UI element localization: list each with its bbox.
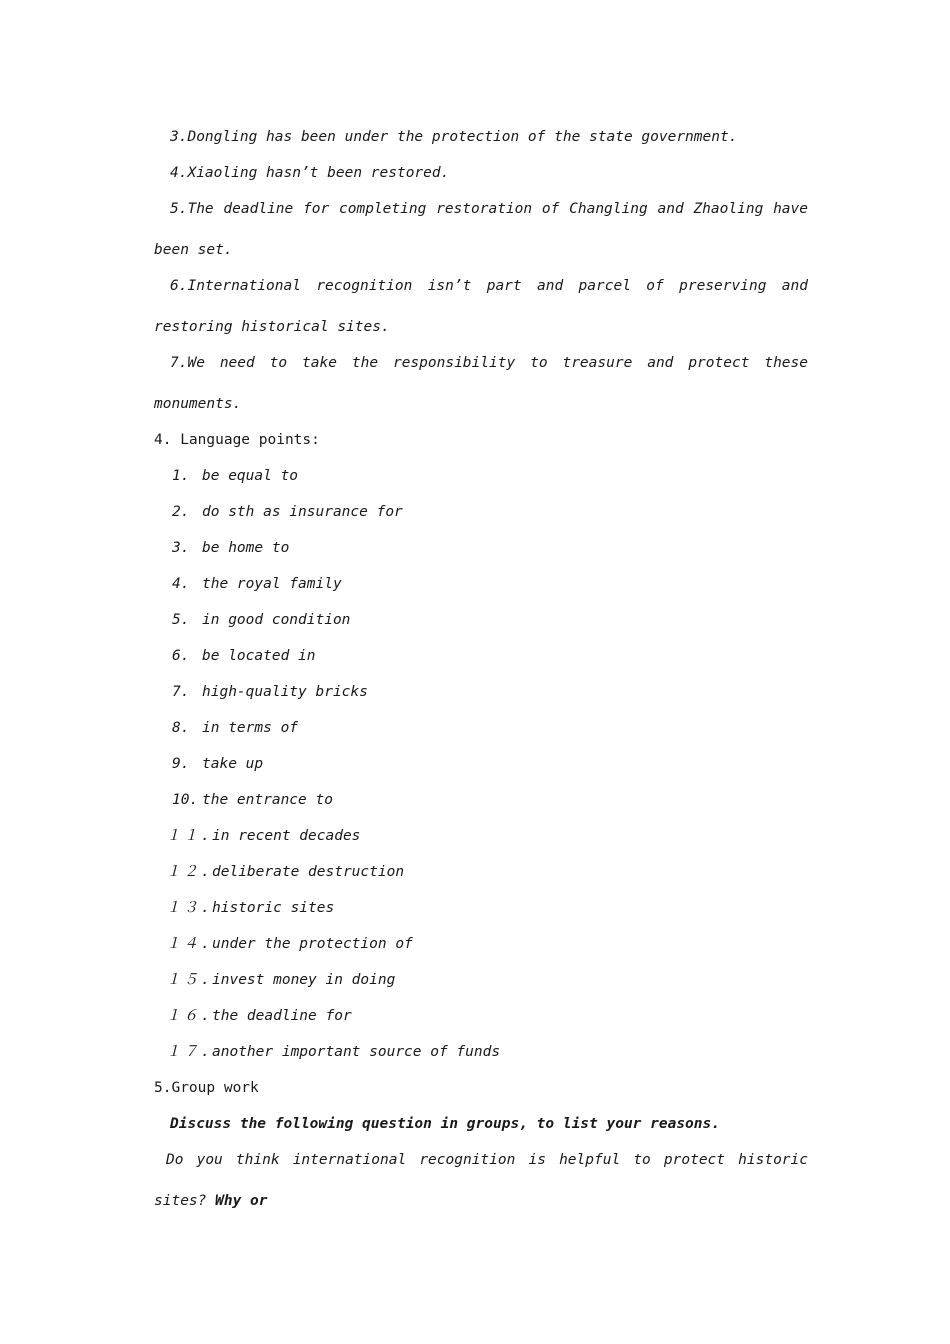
list-item-text: be home to bbox=[202, 540, 290, 556]
statement-7: 7.We need to take the responsibility to treasure and protect these bbox=[170, 355, 808, 371]
list-item-text: in good condition bbox=[202, 612, 351, 628]
statement-7-cont: monuments. bbox=[154, 396, 242, 412]
statement-6: 6.International recognition isn’t part and parcel of preserving and bbox=[170, 278, 808, 294]
list-item-number: 3. bbox=[172, 540, 190, 556]
list-item-text: do sth as insurance for bbox=[202, 504, 403, 520]
list-item-text: the royal family bbox=[202, 576, 342, 592]
list-item-number: １６. bbox=[166, 1008, 213, 1024]
list-item-number: １１. bbox=[166, 828, 213, 844]
list-item-number: 8. bbox=[172, 720, 190, 736]
list-item-text: in recent decades bbox=[212, 828, 361, 844]
list-item-text: be equal to bbox=[202, 468, 299, 484]
list-item bbox=[172, 682, 826, 702]
list-item-number: 7. bbox=[172, 684, 190, 700]
list-item bbox=[172, 574, 826, 594]
discussion-question: Do you think international recognition is helpful to protect historic bbox=[166, 1152, 808, 1168]
group-work-heading: 5.Group work bbox=[154, 1080, 259, 1096]
list-item bbox=[172, 790, 826, 810]
list-item bbox=[172, 538, 826, 558]
list-item-number: 4. bbox=[172, 576, 190, 592]
list-item bbox=[166, 970, 820, 990]
list-item-number: 5. bbox=[172, 612, 190, 628]
statement-6-cont: restoring historical sites. bbox=[154, 319, 390, 335]
list-item-number: １４. bbox=[166, 936, 213, 952]
list-item-text: the entrance to bbox=[202, 792, 333, 808]
list-item-text: the deadline for bbox=[212, 1008, 352, 1024]
group-work-instruction: Discuss the following question in groups, to list your reasons. bbox=[170, 1116, 720, 1132]
list-item bbox=[172, 466, 826, 486]
list-item bbox=[172, 718, 826, 738]
list-item bbox=[166, 1006, 820, 1026]
list-item-number: １７. bbox=[166, 1044, 213, 1060]
list-item-text: under the protection of bbox=[212, 936, 413, 952]
list-item-number: 9. bbox=[172, 756, 190, 772]
list-item-number: １５. bbox=[166, 972, 213, 988]
list-item bbox=[172, 754, 826, 774]
list-item-text: deliberate destruction bbox=[212, 864, 405, 880]
list-item bbox=[166, 862, 820, 882]
discussion-question-cont bbox=[154, 1191, 808, 1211]
list-item-text: historic sites bbox=[212, 900, 335, 916]
list-item bbox=[166, 826, 820, 846]
list-item-text: high-quality bricks bbox=[202, 684, 368, 700]
list-item-text: in terms of bbox=[202, 720, 299, 736]
list-item bbox=[172, 646, 826, 666]
list-item bbox=[166, 934, 820, 954]
list-item-number: 1. bbox=[172, 468, 190, 484]
statement-5: 5.The deadline for completing restoration of Changling and Zhaoling have bbox=[170, 201, 808, 217]
list-item-number: 10. bbox=[172, 792, 199, 808]
list-item bbox=[172, 502, 826, 522]
question-part: sites? bbox=[154, 1193, 216, 1209]
statement-4: 4.Xiaoling hasn’t been restored. bbox=[170, 165, 450, 181]
list-item-text: invest money in doing bbox=[212, 972, 396, 988]
list-item-text: take up bbox=[202, 756, 264, 772]
list-item-text: be located in bbox=[202, 648, 316, 664]
list-item-text: another important source of funds bbox=[212, 1044, 501, 1060]
list-item-number: 6. bbox=[172, 648, 190, 664]
list-item-number: 2. bbox=[172, 504, 190, 520]
statement-5-cont: been set. bbox=[154, 242, 233, 258]
language-points-heading: 4. Language points: bbox=[154, 432, 320, 448]
list-item-number: １２. bbox=[166, 864, 213, 880]
list-item bbox=[166, 1042, 820, 1062]
list-item-number: １３. bbox=[166, 900, 213, 916]
list-item bbox=[166, 898, 820, 918]
statement-3: 3.Dongling has been under the protection of the state government. bbox=[170, 129, 738, 145]
list-item bbox=[172, 610, 826, 630]
question-part-bold: Why or bbox=[215, 1193, 268, 1209]
